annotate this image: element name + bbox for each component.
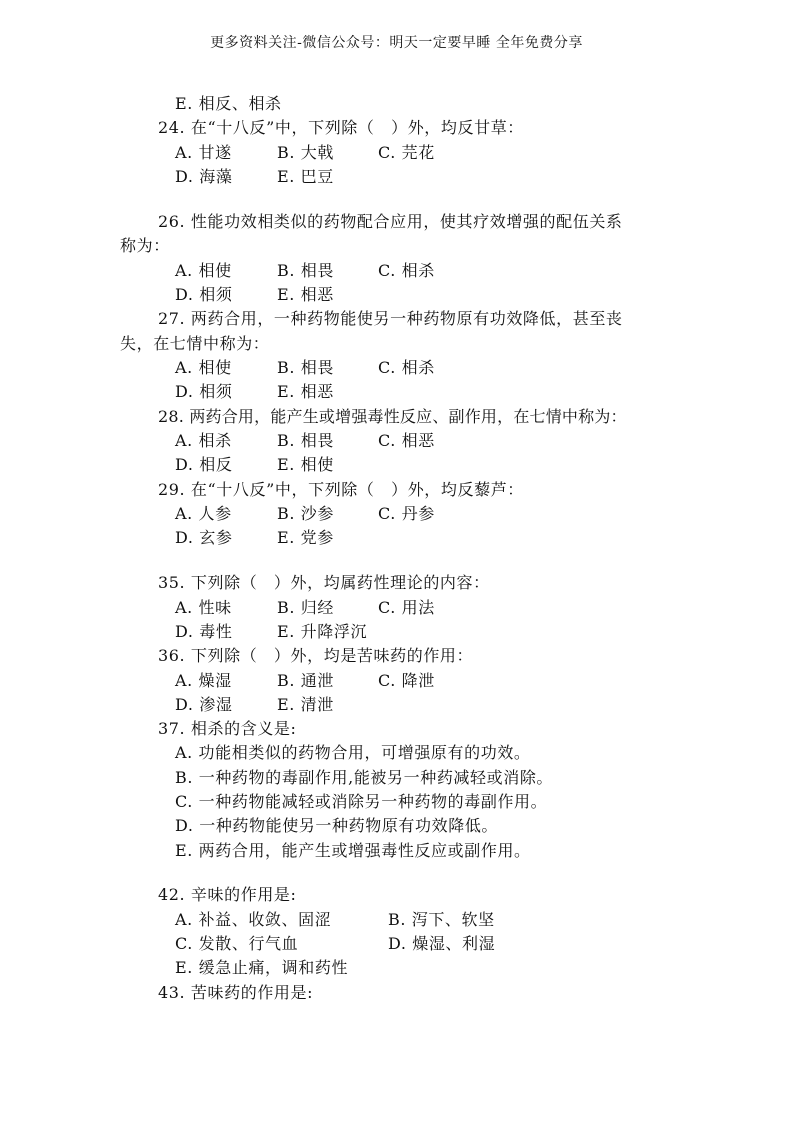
- q35-option-a: A. 性味: [175, 598, 232, 617]
- q24-option-a: A. 甘遂: [175, 143, 232, 162]
- q28-option-b: B. 相畏: [277, 431, 334, 450]
- q24-option-e: E. 巴豆: [277, 167, 334, 186]
- q24-option-c: C. 芫花: [378, 143, 435, 162]
- q26-option-d: D. 相须: [175, 285, 233, 304]
- q27-option-a: A. 相使: [175, 358, 232, 377]
- question-28: 28. 两药合用，能产生或增强毒性反应、副作用，在七情中称为：: [158, 407, 627, 426]
- q24-option-d: D. 海藻: [175, 167, 233, 186]
- q26-option-b: B. 相畏: [277, 261, 334, 280]
- q28-option-d: D. 相反: [175, 455, 233, 474]
- q35-option-c: C. 用法: [378, 598, 435, 617]
- question-27: 27. 两药合用，一种药物能使另一种药物原有功效降低，甚至丧: [158, 309, 623, 328]
- question-42: 42. 辛味的作用是:: [158, 885, 297, 904]
- q35-option-b: B. 归经: [277, 598, 334, 617]
- q27-option-b: B. 相畏: [277, 358, 334, 377]
- q26-option-e: E. 相恶: [277, 285, 334, 304]
- q42-option-a: A. 补益、收敛、固涩: [175, 910, 332, 929]
- q27-option-e: E. 相恶: [277, 382, 334, 401]
- q36-option-b: B. 通泄: [277, 671, 334, 690]
- question-24: 24. 在“十八反”中，下列除（ ）外，均反甘草：: [158, 118, 524, 137]
- question-29: 29. 在“十八反”中，下列除（ ）外，均反藜芦：: [158, 480, 524, 499]
- question-27-cont: 失，在七情中称为：: [120, 334, 270, 353]
- q24-option-b: B. 大戟: [277, 143, 334, 162]
- page-header: 更多资料关注-微信公众号：明天一定要早睡 全年免费分享: [210, 35, 583, 51]
- q37-option-b: B. 一种药物的毒副作用,能被另一种药减轻或消除。: [175, 768, 554, 787]
- q35-option-d: D. 毒性: [175, 622, 233, 641]
- q42-option-b: B. 泻下、软坚: [388, 910, 495, 929]
- q36-option-e: E. 清泄: [277, 695, 334, 714]
- q27-option-c: C. 相杀: [378, 358, 435, 377]
- question-43: 43. 苦味药的作用是:: [158, 983, 314, 1002]
- q37-option-a: A. 功能相类似的药物合用，可增强原有的功效。: [175, 743, 531, 762]
- q29-option-d: D. 玄参: [175, 528, 233, 547]
- question-26-cont: 称为：: [120, 236, 170, 255]
- q37-option-c: C. 一种药物能减轻或消除另一种药物的毒副作用。: [175, 792, 548, 811]
- q42-option-c: C. 发散、行气血: [175, 934, 299, 953]
- q28-option-e: E. 相使: [277, 455, 334, 474]
- question-26: 26. 性能功效相类似的药物配合应用，使其疗效增强的配伍关系: [158, 212, 623, 231]
- q42-option-e: E. 缓急止痛，调和药性: [175, 958, 349, 977]
- q36-option-a: A. 燥湿: [175, 671, 232, 690]
- q28-option-a: A. 相杀: [175, 431, 232, 450]
- q37-option-d: D. 一种药物能使另一种药物原有功效降低。: [175, 816, 499, 835]
- q29-option-a: A. 人参: [175, 504, 232, 523]
- question-37: 37. 相杀的含义是:: [158, 719, 297, 738]
- q42-option-d: D. 燥湿、利湿: [388, 934, 496, 953]
- question-35: 35. 下列除（ ）外，均属药性理论的内容：: [158, 573, 490, 592]
- q29-option-e: E. 党参: [277, 528, 334, 547]
- q26-option-c: C. 相杀: [378, 261, 435, 280]
- q37-option-e: E. 两药合用，能产生或增强毒性反应或副作用。: [175, 841, 531, 860]
- q29-option-c: C. 丹参: [378, 504, 435, 523]
- q26-option-a: A. 相使: [175, 261, 232, 280]
- q29-option-b: B. 沙参: [277, 504, 334, 523]
- q36-option-c: C. 降泄: [378, 671, 435, 690]
- q27-option-d: D. 相须: [175, 382, 233, 401]
- q28-option-c: C. 相恶: [378, 431, 435, 450]
- question-36: 36. 下列除（ ）外，均是苦味药的作用：: [158, 646, 474, 665]
- option-line: E. 相反、相杀: [175, 94, 282, 113]
- q36-option-d: D. 渗湿: [175, 695, 233, 714]
- q35-option-e: E. 升降浮沉: [277, 622, 368, 641]
